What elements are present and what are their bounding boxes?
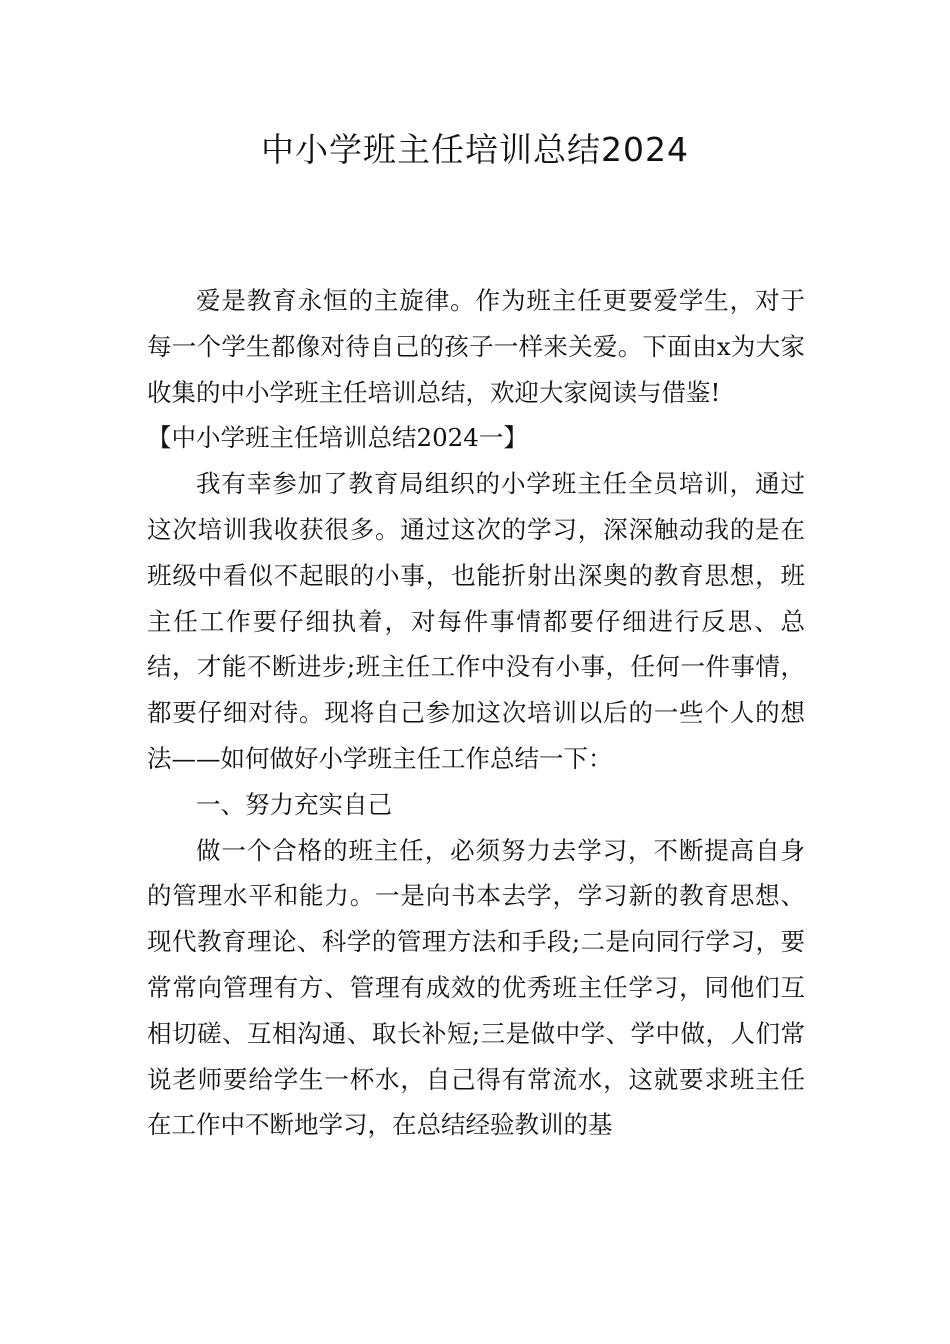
document-title: 中小学班主任培训总结2024 <box>261 130 689 169</box>
subheading: 一、努力充实自己 <box>196 789 392 819</box>
section-heading: 【中小学班主任培训总结2024一】 <box>147 423 528 453</box>
body-paragraph: 我有幸参加了教育局组织的小学班主任全员培训，通过这次培训我收获很多。通过这次的学习，深深触动我的是在班级中看似不起眼的小事，也能折射出深奥的教育思想，班主任工作要仔细执着，对每件事情都要仔细进行反思、总结，才能不断进步;班主任工作中没有小事，任何一件事情，都要仔细对待。现将自己参加这次培训以后的一些个人的想法——如何做好小学班主任工作总结一下： <box>147 469 805 773</box>
intro-paragraph: 爱是教育永恒的主旋律。作为班主任更要爱学生，对于每一个学生都像对待自己的孩子一样来关爱。下面由x为大家收集的中小学班主任培训总结，欢迎大家阅读与借鉴! <box>147 286 805 407</box>
body-paragraph: 做一个合格的班主任，必须努力去学习，不断提高自身的管理水平和能力。一是向书本去学，学习新的教育思想、现代教育理论、科学的管理方法和手段;二是向同行学习，要常常向管理有方、管理有成效的优秀班主任学习，同他们互相切磋、互相沟通、取长补短;三是做中学、学中做，人们常说老师要给学生一杯水，自己得有常流水，这就要求班主任在工作中不断地学习，在总结经验教训的基 <box>147 835 805 1140</box>
document-body <box>147 278 805 1148</box>
